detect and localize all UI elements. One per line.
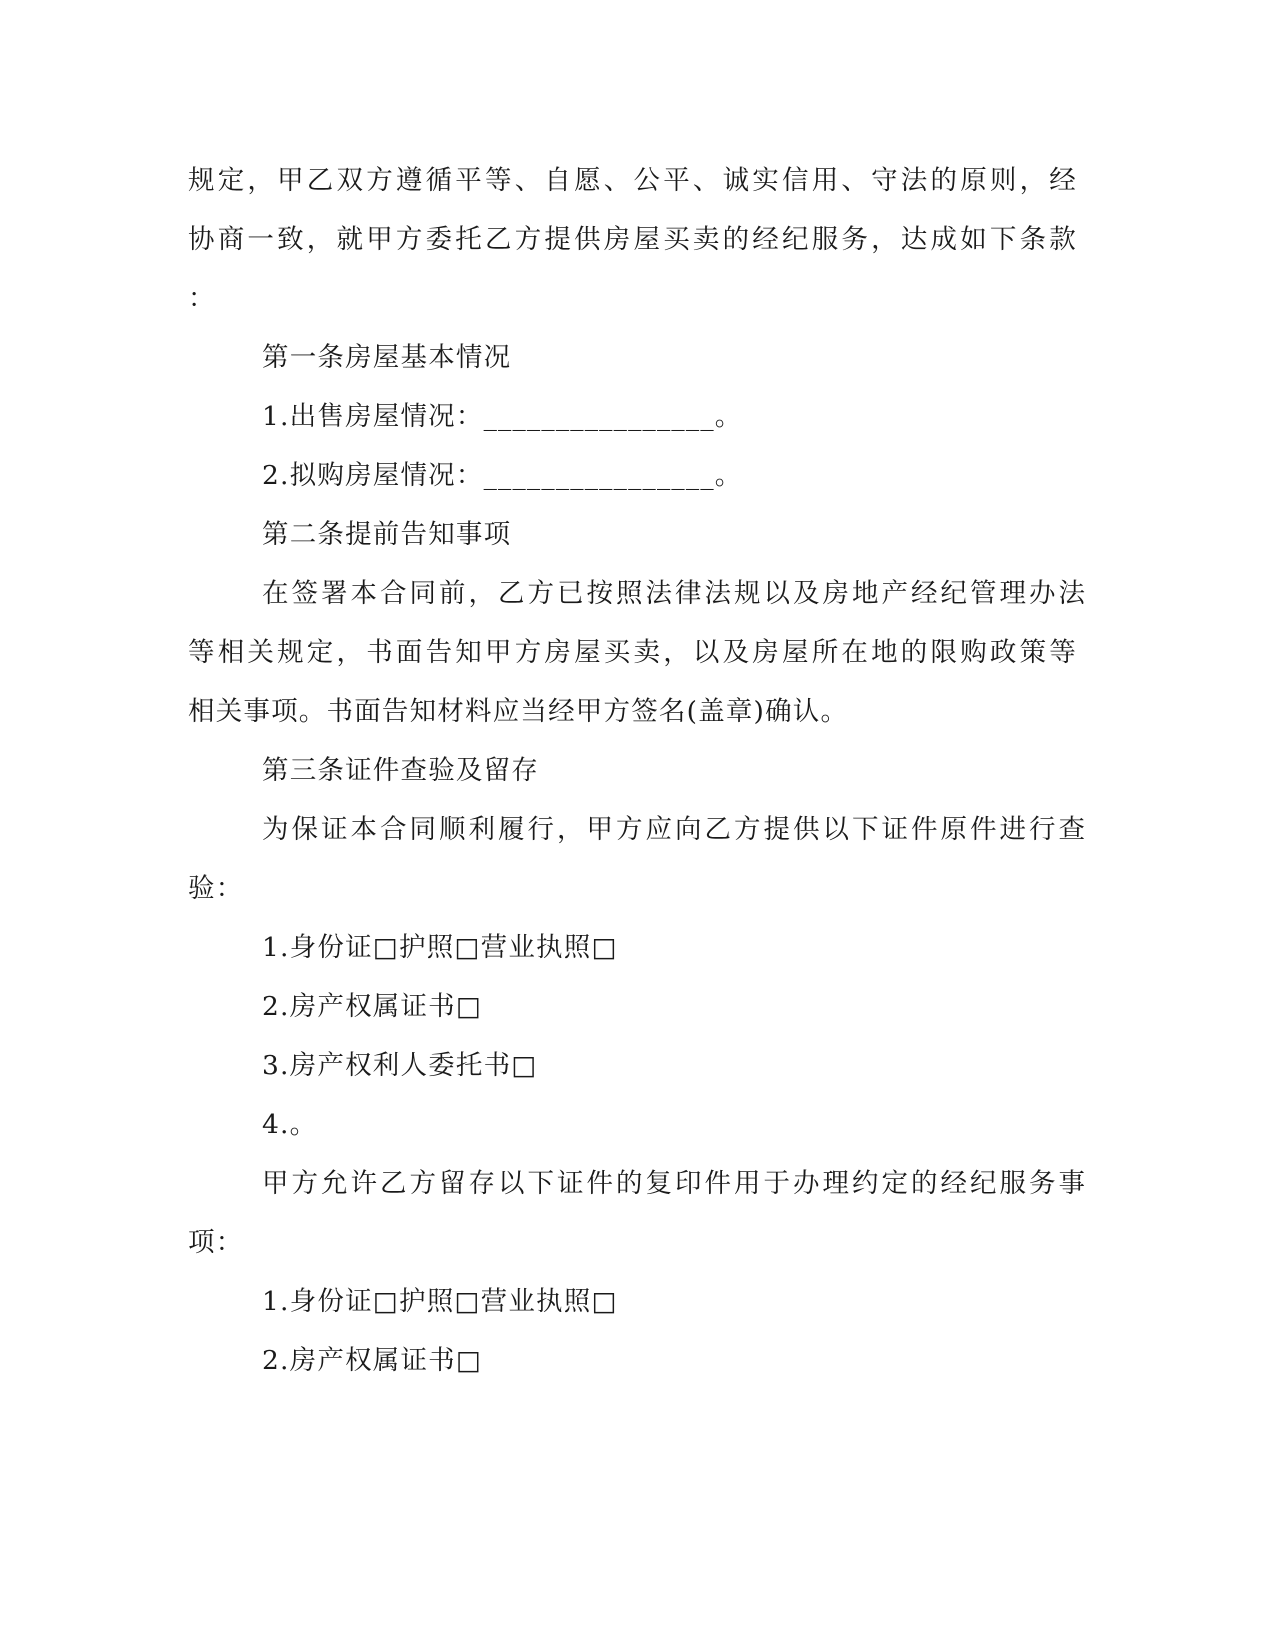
article-3-list-1-item-4: 4.。	[262, 1109, 318, 1140]
intro-line-1: 规定，甲乙双方遵循平等、自愿、公平、诚实信用、守法的原则，经	[188, 165, 1079, 196]
article-1-item-2: 2.拟购房屋情况：________________。	[262, 460, 743, 491]
article-3-paragraph-2-line-1: 甲方允许乙方留存以下证件的复印件用于办理约定的经纪服务事	[262, 1168, 1088, 1199]
article-1-title: 第一条房屋基本情况	[262, 342, 512, 373]
article-3-list-2-item-1: 1.身份证□护照□营业执照□	[262, 1286, 618, 1317]
intro-line-2: 协商一致，就甲方委托乙方提供房屋买卖的经纪服务，达成如下条款	[188, 224, 1079, 255]
article-2-paragraph-line-1: 在签署本合同前，乙方已按照法律法规以及房地产经纪管理办法	[262, 578, 1088, 609]
article-3-title: 第三条证件查验及留存	[262, 755, 539, 786]
article-3-list-1-item-3: 3.房产权利人委托书□	[262, 1050, 538, 1081]
article-1-item-1: 1.出售房屋情况：________________。	[262, 401, 743, 432]
article-3-list-1-item-1: 1.身份证□护照□营业执照□	[262, 932, 618, 963]
article-2-paragraph-line-2: 等相关规定，书面告知甲方房屋买卖，以及房屋所在地的限购政策等	[188, 637, 1079, 668]
article-3-list-1-item-2: 2.房产权属证书□	[262, 991, 483, 1022]
article-3-paragraph-1-line-2: 验：	[188, 873, 244, 904]
article-3-paragraph-2-line-2: 项：	[188, 1227, 244, 1258]
article-3-paragraph-1-line-1: 为保证本合同顺利履行，甲方应向乙方提供以下证件原件进行查	[262, 814, 1088, 845]
article-2-title: 第二条提前告知事项	[262, 519, 512, 550]
intro-line-3: ：	[188, 283, 216, 314]
article-3-list-2-item-2: 2.房产权属证书□	[262, 1345, 483, 1376]
article-2-paragraph-line-3: 相关事项。书面告知材料应当经甲方签名(盖章)确认。	[188, 696, 849, 727]
